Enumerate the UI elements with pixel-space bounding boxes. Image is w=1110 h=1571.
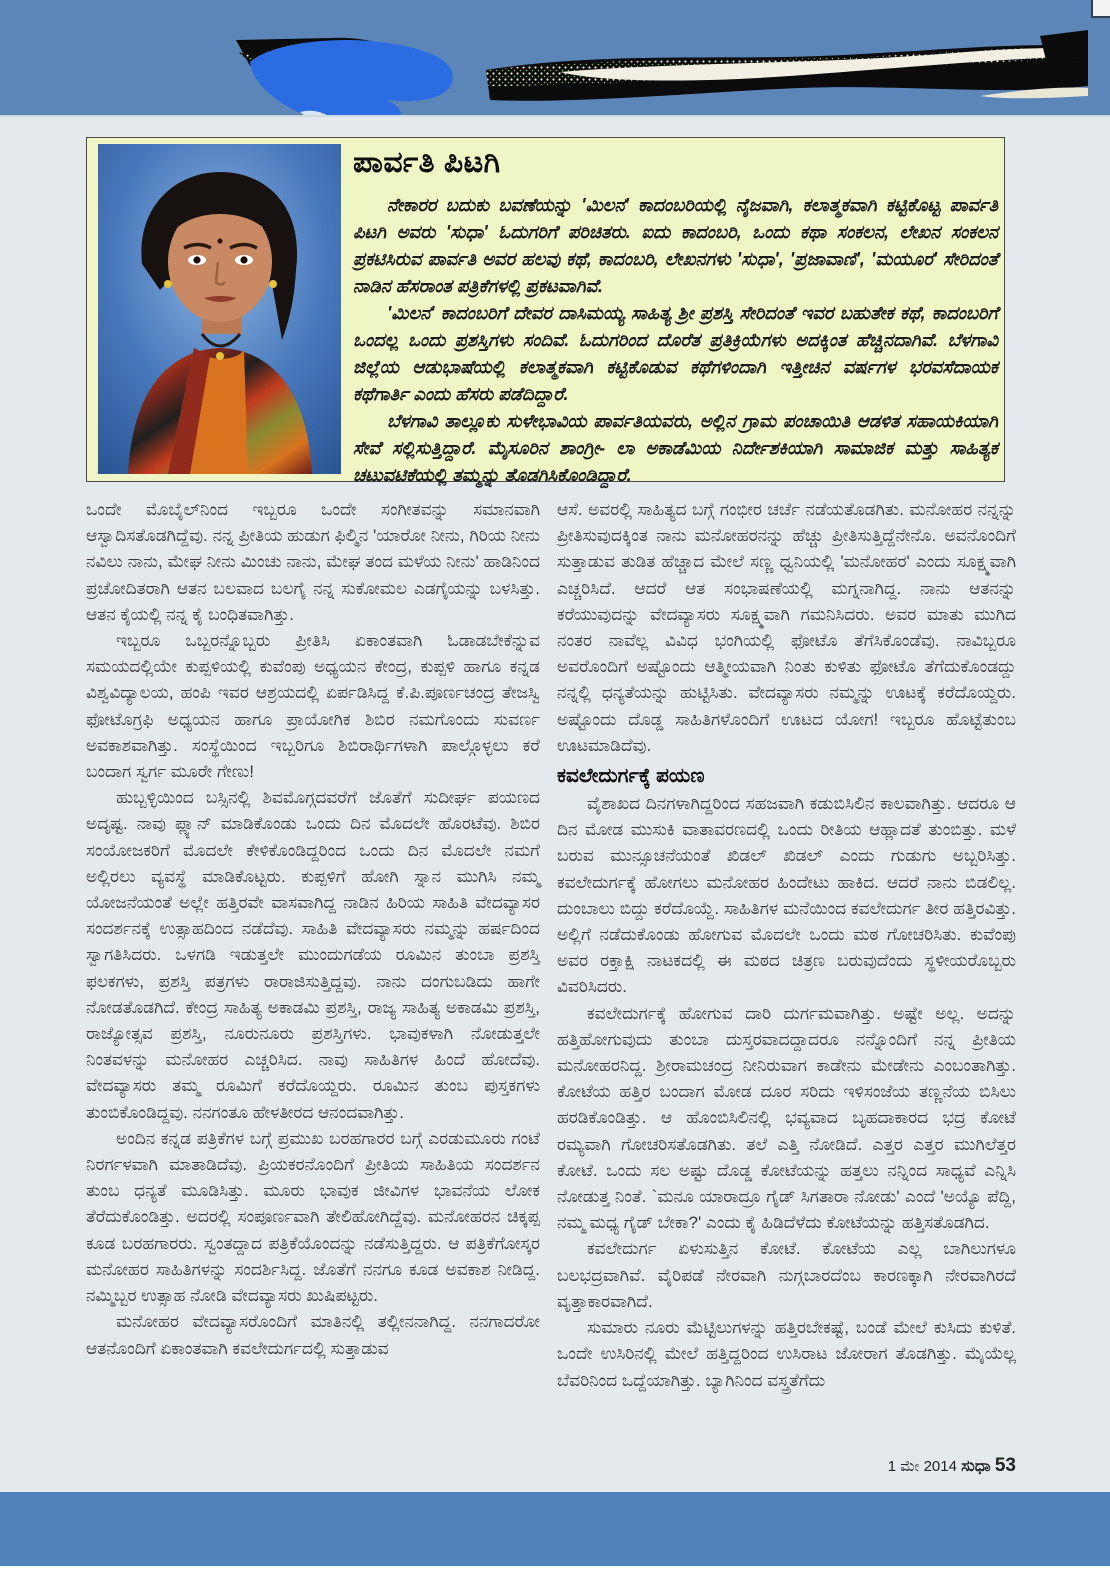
author-name-title: ಪಾರ್ವತಿ ಪಿಟಗಿ	[353, 146, 501, 179]
magazine-name: ಸುಧಾ	[961, 1458, 991, 1475]
article-column-right	[557, 497, 1016, 1394]
article-paragraph: ಅಂದಿನ ಕನ್ನಡ ಪತ್ರಿಕೆಗಳ ಬಗ್ಗೆ ಪ್ರಮುಖ ಬರಹಗಾರರ ಬಗ್ಗೆ ಎರಡುಮೂರು ಗಂಟೆ ನಿರರ್ಗಳವಾಗಿ ಮಾತಾಡಿದೆವು. ಪ್ರಿಯಕರನೊಂದಿಗೆ ಪ್ರೀತಿಯ ಸಾಹಿತಿಯ ಸಂದರ್ಶನ ತುಂಬ ಧನ್ಯತೆ ಮೂಡಿಸಿತ್ತು. ಮೂರು ಭಾವುಕ ಜೀವಿಗಳ ಭಾವನೆಯ ಲೋಕ ತೆರೆದುಕೊಂಡಿತ್ತು. ಅದರಲ್ಲಿ ಸಂಪೂರ್ಣವಾಗಿ ತೇಲಿಹೋಗಿದ್ದೆವು. ಮನೋಹರನ ಚಿಕ್ಕಪ್ಪ ಕೂಡ ಬರಹಗಾರರು. ಸ್ವಂತದ್ದಾದ ಪತ್ರಿಕೆಯೊಂದನ್ನು ನಡೆಸುತ್ತಿದ್ದರು. ಆ ಪತ್ರಿಕೆಗೋಸ್ಕರ ಮನೋಹರ ಸಾಹಿತಿಗಳನ್ನು ಸಂದರ್ಶಿಸಿದ್ದ. ಜೊತೆಗೆ ನನಗೂ ಕೂಡ ಅವಕಾಶ ನೀಡಿದ್ದ. ನಮ್ಮಿಬ್ಬರ ಉತ್ಸಾಹ ನೋಡಿ ವೇದವ್ಯಾಸರು ಖುಷಿಪಟ್ಟರು.	[86, 1128, 540, 1306]
article-paragraph: ಹುಬ್ಬಳ್ಳಿಯಿಂದ ಬಸ್ಸಿನಲ್ಲಿ ಶಿವಮೊಗ್ಗದವರೆಗೆ ಜೊತೆಗೆ ಸುದೀರ್ಘ ಪಯಣದ ಅದೃಷ್ಟ. ನಾವು ಪ್ಲ್ಯಾನ್ ಮಾಡಿಕೊಂಡು ಒಂದು ದಿನ ಮೊದಲೇ ಹೊರಟೆವು. ಶಿಬಿರ ಸಂಯೋಜಕರಿಗೆ ಮೊದಲೇ ಕೇಳಿಕೊಂಡಿದ್ದರಿಂದ ಒಂದು ದಿನ ಮೊದಲೇ ನಮಗೆ ಅಲ್ಲಿರಲು ವ್ಯವಸ್ಥೆ ಮಾಡಿಕೊಟ್ಟರು. ಕುಪ್ಪಳಿಗೆ ಹೋಗಿ ಸ್ನಾನ ಮುಗಿಸಿ ನಮ್ಮ ಯೋಜನೆಯಂತೆ ಅಲ್ಲೇ ಹತ್ತಿರವೇ ವಾಸವಾಗಿದ್ದ ನಾಡಿನ ಹಿರಿಯ ಸಾಹಿತಿ ವೇದವ್ಯಾಸರ ಸಂದರ್ಶನಕ್ಕೆ ಉತ್ಸಾಹದಿಂದ ನಡೆದೆವು. ಸಾಹಿತಿ ವೇದವ್ಯಾಸರು ನಮ್ಮನ್ನು ಹರ್ಷದಿಂದ ಸ್ವಾಗತಿಸಿದರು. ಒಳಗಡಿ ಇಡುತ್ತಲೇ ಮುಂದುಗಡೆಯ ರೂಮಿನ ತುಂಬಾ ಪ್ರಶಸ್ತಿ ಫಲಕಗಳು, ಪ್ರಶಸ್ತಿ ಪತ್ರಗಳು ರಾರಾಜಿಸುತ್ತಿದ್ದವು. ನಾನು ದಂಗುಬಡಿದು ಹಾಗೇ ನೋಡತೊಡಗಿದೆ. ಕೇಂದ್ರ ಸಾಹಿತ್ಯ ಅಕಾಡಮಿ ಪ್ರಶಸ್ತಿ, ರಾಜ್ಯ ಸಾಹಿತ್ಯ ಅಕಾಡಮಿ ಪ್ರಶಸ್ತಿ, ರಾಜ್ಯೋತ್ಸವ ಪ್ರಶಸ್ತಿ, ನೂರುನೂರು ಪ್ರಶಸ್ತಿಗಳು. ಭಾವುಕಳಾಗಿ ನೋಡುತ್ತಲೇ ನಿಂತವಳನ್ನು ಮನೋಹರ ಎಚ್ಚರಿಸಿದ. ನಾವು ಸಾಹಿತಿಗಳ ಹಿಂದೆ ಹೋದೆವು. ವೇದವ್ಯಾಸರು ತಮ್ಮ ರೂಮಿಗೆ ಕರೆದೊಯ್ದರು. ರೂಮಿನ ತುಂಬ ಪುಸ್ತಕಗಳು ತುಂಬಿಕೊಂಡಿದ್ದವು. ನನಗಂತೂ ಹೇಳತೀರದ ಆನಂದವಾಗಿತ್ತು.	[86, 788, 540, 1122]
article-paragraph: ಮನೋಹರ ವೇದವ್ಯಾಸರೊಂದಿಗೆ ಮಾತಿನಲ್ಲಿ ತಲ್ಲೀನನಾಗಿದ್ದ. ನನಗಾದರೋ ಆತನೊಂದಿಗೆ ಏಕಾಂತವಾಗಿ ಕವಲೇದುರ್ಗದಲ್ಲಿ ಸುತ್ತಾಡುವ	[86, 1312, 540, 1358]
page-bottom-edge	[0, 1566, 1110, 1571]
article-paragraph: ಕವಲೇದುರ್ಗಕ್ಕೆ ಹೋಗುವ ದಾರಿ ದುರ್ಗಮವಾಗಿತ್ತು. ಅಷ್ಟೇ ಅಲ್ಲ. ಅದನ್ನು ಹತ್ತಿಹೋಗುವುದು ತುಂಬಾ ದುಸ್ತರವಾದದ್ದಾದರೂ ನನ್ನೊಂದಿಗೆ ನನ್ನ ಪ್ರೀತಿಯ ಮನೋಹರನಿದ್ದ. ಶ್ರೀರಾಮಚಂದ್ರ ನೀನಿರುವಾಗ ಕಾಡೇನು ಮೇಡೇನು ಎಂಬಂತಾಗಿತ್ತು. ಕೋಟೆಯ ಹತ್ತಿರ ಬಂದಾಗ ಮೋಡ ದೂರ ಸರಿದು ಇಳಿಸಂಜೆಯ ತಣ್ಣನೆಯ ಬಿಸಿಲು ಹರಡಿಕೊಂಡಿತ್ತು. ಆ ಹೊಂಬಿಸಿಲಿನಲ್ಲಿ ಭವ್ಯವಾದ ಬೃಹದಾಕಾರದ ಭದ್ರ ಕೋಟೆ ರಮ್ಯವಾಗಿ ಗೋಚರಿಸತೊಡಗಿತು. ತಲೆ ಎತ್ತಿ ನೋಡಿದೆ. ಎತ್ತರ ಎತ್ತರ ಮುಗಿಲೆತ್ತರ ಕೋಟೆ. ಒಂದು ಸಲ ಅಷ್ಟು ದೊಡ್ಡ ಕೋಟೆಯನ್ನು ಹತ್ತಲು ನನ್ನಿಂದ ಸಾಧ್ಯವೆ ಎನ್ನಿಸಿ ನೋಡುತ್ತ ನಿಂತೆ. `ಮನೂ ಯಾರಾದ್ರೂ ಗೈಡ್ ಸಿಗತಾರಾ ನೋಡು' ಎಂದೆ 'ಅಯ್ಯೊ ಪೆದ್ದಿ, ನಮ್ಮ ಮಧ್ಯ ಗೈಡ್ ಬೇಕಾ?' ಎಂದು ಕೈ ಹಿಡಿದೆಳೆದು ಕೋಟೆಯನ್ನು ಹತ್ತಿಸತೊಡಗಿದ.	[557, 1003, 1016, 1233]
intro-paragraph: 'ಮಿಲನ' ಕಾದಂಬರಿಗೆ ದೇವರ ದಾಸಿಮಯ್ಯ ಸಾಹಿತ್ಯ ಶ್ರೀ ಪ್ರಶಸ್ತಿ ಸೇರಿದಂತೆ ಇವರ ಬಹುತೇಕ ಕಥೆ, ಕಾದಂಬರಿಗೆ ಒಂದಲ್ಲ ಒಂದು ಪ್ರಶಸ್ತಿಗಳು ಸಂದಿವೆ. ಓದುಗರಿಂದ ದೊರೆತ ಪ್ರತಿಕ್ರಿಯೆಗಳು ಅದಕ್ಕಿಂತ ಹೆಚ್ಚಿನದಾಗಿವೆ. ಬೆಳಗಾವಿ ಜಿಲ್ಲೆಯ ಆಡುಭಾಷೆಯಲ್ಲಿ ಕಲಾತ್ಮಕವಾಗಿ ಕಟ್ಟಿಕೊಡುವ ಕಥೆಗಳಿಂದಾಗಿ ಇತ್ತೀಚಿನ ವರ್ಷಗಳ ಭರವಸೆದಾಯಕ ಕಥೆಗಾರ್ತಿ ಎಂದು ಹೆಸರು ಪಡೆದಿದ್ದಾರೆ.	[353, 303, 998, 404]
footer-date: 1 ಮೇ 2014	[887, 1458, 957, 1475]
header-swoosh-graphic	[0, 0, 1110, 117]
section-subheading: ಕವಲೇದುರ್ಗಕ್ಕೆ ಪಯಣ	[557, 765, 705, 788]
article-column-left	[86, 497, 540, 1362]
article-paragraph: ವೈಶಾಖದ ದಿನಗಳಾಗಿದ್ದರಿಂದ ಸಹಜವಾಗಿ ಕಡುಬಿಸಿಲಿನ ಕಾಲವಾಗಿತ್ತು. ಆದರೂ ಆ ದಿನ ಮೋಡ ಮುಸುಕಿ ವಾತಾವರಣದಲ್ಲಿ ಒಂದು ರೀತಿಯ ಆಹ್ಲಾದತೆ ತುಂಬಿತ್ತು. ಮಳೆ ಬರುವ ಮುನ್ಸೂಚನೆಯಂತೆ ಖಿಡಲ್ ಖಿಡಲ್ ಎಂದು ಗುಡುಗು ಅಬ್ಬರಿಸಿತ್ತು. ಕವಲೇದುರ್ಗಕ್ಕೆ ಹೋಗಲು ಮನೋಹರ ಹಿಂದೇಟು ಹಾಕಿದ. ಆದರೆ ನಾನು ಬಿಡಲಿಲ್ಲ. ದುಂಬಾಲು ಬಿದ್ದು ಕರೆದೊಯ್ದೆ. ಸಾಹಿತಿಗಳ ಮನೆಯಿಂದ ಕವಲೇದುರ್ಗ ತೀರ ಹತ್ತಿರವಿತ್ತು. ಅಲ್ಲಿಗೆ ನಡೆದುಕೊಂಡು ಹೋಗುವ ಮೊದಲೇ ಒಂದು ಮಠ ಗೋಚರಿಸಿತು. ಕುವೆಂಪು ಅವರ ರಕ್ತಾಕ್ಷಿ ನಾಟಕದಲ್ಲಿ ಈ ಮಠದ ಚಿತ್ರಣ ಬರುವುದೆಂದು ಸ್ಥಳೀಯರೊಬ್ಬರು ವಿವರಿಸಿದರು.	[557, 794, 1016, 997]
page-number: 53	[994, 1455, 1016, 1476]
article-paragraph: ಇಬ್ಬರೂ ಒಬ್ಬರನ್ನೊಬ್ಬರು ಪ್ರೀತಿಸಿ ಏಕಾಂತವಾಗಿ ಓಡಾಡಬೇಕೆನ್ನುವ ಸಮಯದಲ್ಲಿಯೇ ಕುಪ್ಪಳಿಯಲ್ಲಿ ಕುವೆಂಪು ಅಧ್ಯಯನ ಕೇಂದ್ರ, ಕುಪ್ಪಳಿ ಹಾಗೂ ಕನ್ನಡ ವಿಶ್ವವಿದ್ಯಾಲಯ, ಹಂಪಿ ಇವರ ಆಶ್ರಯದಲ್ಲಿ ಏರ್ಪಡಿಸಿದ್ದ ಕೆ.ಪಿ.ಪೂರ್ಣಚಂದ್ರ ತೇಜಸ್ವಿ ಫೋಟೊಗ್ರಫಿ ಅಧ್ಯಯನ ಹಾಗೂ ಪ್ರಾಯೋಗಿಕ ಶಿಬಿರ ನಮಗೊಂದು ಸುವರ್ಣ ಅವಕಾಶವಾಗಿತ್ತು. ಸಂಸ್ಥೆಯಿಂದ ಇಬ್ಬರಿಗೂ ಶಿಬಿರಾರ್ಥಿಗಳಾಗಿ ಪಾಲ್ಗೊಳ್ಳಲು ಕರೆ ಬಂದಾಗ ಸ್ವರ್ಗ ಮೂರೇ ಗೇಣು!	[86, 631, 540, 782]
author-photo	[98, 144, 341, 474]
author-profile-box	[86, 137, 1005, 485]
article-paragraph: ಆಸೆ. ಅವರಲ್ಲಿ ಸಾಹಿತ್ಯದ ಬಗ್ಗೆ ಗಂಭೀರ ಚರ್ಚೆ ನಡೆಯತೊಡಗಿತು. ಮನೋಹರ ನನ್ನನ್ನು ಪ್ರೀತಿಸುವುದಕ್ಕಿಂತ ನಾನು ಮನೋಹರನನ್ನು ಹೆಚ್ಚು ಪ್ರೀತಿಸುತ್ತಿದ್ದೆನೇನೊ. ಅವನೊಂದಿಗೆ ಸುತ್ತಾಡುವ ತುಡಿತ ಹೆಚ್ಚಾದ ಮೇಲೆ ಸಣ್ಣ ಧ್ವನಿಯಲ್ಲಿ 'ಮನೋಹರ' ಎಂದು ಸೂಕ್ಷ್ಮವಾಗಿ ಎಚ್ಚರಿಸಿದೆ. ಆದರೆ ಆತ ಸಂಭಾಷಣೆಯಲ್ಲಿ ಮಗ್ನನಾಗಿದ್ದ. ನಾನು ಆತನನ್ನು ಕರೆಯುವುದನ್ನು ವೇದವ್ಯಾಸರು ಸೂಕ್ಷ್ಮವಾಗಿ ಗಮನಿಸಿದರು. ಅವರ ಮಾತು ಮುಗಿದ ನಂತರ ನಾವೆಲ್ಲ ವಿವಿಧ ಭಂಗಿಯಲ್ಲಿ ಫೋಟೊ ತೆಗೆಸಿಕೊಂಡೆವು. ನಾವಿಬ್ಬರೂ ಅವರೊಂದಿಗೆ ಅಷ್ಟೊಂದು ಆತ್ಮೀಯವಾಗಿ ನಿಂತು ಕುಳಿತು ಫೋಟೊ ತೆಗೆದುಕೊಂಡದ್ದು ನನ್ನಲ್ಲಿ ಧನ್ಯತೆಯನ್ನು ಹುಟ್ಟಿಸಿತು. ವೇದವ್ಯಾಸರು ನಮ್ಮನ್ನು ಊಟಕ್ಕೆ ಕರೆದೊಯ್ದರು. ಅಷ್ಟೊಂದು ದೊಡ್ಡ ಸಾಹಿತಿಗಳೊಂದಿಗೆ ಊಟದ ಯೋಗ! ಇಬ್ಬರೂ ಹೊಟ್ಟೆತುಂಬ ಊಟಮಾಡಿದೆವು.	[557, 500, 1016, 755]
author-profile-text	[353, 146, 998, 489]
article-paragraph: ಒಂದೇ ಮೊಬೈಲ್‌ನಿಂದ ಇಬ್ಬರೂ ಒಂದೇ ಸಂಗೀತವನ್ನು ಸಮಾನವಾಗಿ ಆಸ್ವಾದಿಸತೊಡಗಿದ್ದೆವು. ನನ್ನ ಪ್ರೀತಿಯ ಹುಡುಗ ಫಿಲ್ಮಿನ 'ಯಾರೋ ನೀನು, ಗಿರಿಯ ನೀನು ನವಿಲು ನಾನು, ಮೇಘ ನೀನು ಮಿಂಚು ನಾನು, ಮೇಘ ತಂದ ಮಳೆಯ ನೀನು' ಹಾಡಿನಿಂದ ಪ್ರಚೋದಿತರಾಗಿ ಆತನ ಬಲವಾದ ಬಲಗೈ ನನ್ನ ಸುಕೋಮಲ ಎಡಗೈಯನ್ನು ಬಳಸಿತ್ತು. ಆತನ ಕೈಯಲ್ಲಿ ನನ್ನ ಕೈ ಬಂಧಿತವಾಗಿತ್ತು.	[86, 500, 540, 624]
article-paragraph: ಸುಮಾರು ನೂರು ಮೆಟ್ಟಿಲುಗಳನ್ನು ಹತ್ತಿರಬೇಕಷ್ಟೆ, ಬಂಡೆ ಮೇಲೆ ಕುಸಿದು ಕುಳಿತೆ. ಒಂದೇ ಉಸಿರಿನಲ್ಲಿ ಮೇಲೆ ಹತ್ತಿದ್ದರಿಂದ ಉಸಿರಾಟ ಜೋರಾಗ ತೊಡಗಿತ್ತು. ಮೈಯೆಲ್ಲ ಬೆವರಿನಿಂದ ಒದ್ದೆಯಾಗಿತ್ತು. ಬ್ಯಾಗಿನಿಂದ ವಸ್ತ್ರತೆಗೆದು	[557, 1318, 1016, 1390]
page-footer	[557, 1455, 1016, 1477]
footer-band	[0, 1492, 1110, 1566]
article-paragraph: ಕವಲೇದುರ್ಗ ಏಳುಸುತ್ತಿನ ಕೋಟೆ. ಕೋಟೆಯ ಎಲ್ಲ ಬಾಗಿಲುಗಳೂ ಬಲಭದ್ರವಾಗಿವೆ. ವೈರಿಪಡೆ ನೇರವಾಗಿ ನುಗ್ಗಬಾರದೆಂಬ ಕಾರಣಕ್ಕಾಗಿ ನೇರವಾಗಿರದೆ ವೃತ್ತಾಕಾರವಾಗಿದೆ.	[557, 1239, 1016, 1311]
intro-paragraph: ನೇಕಾರರ ಬದುಕು ಬವಣೆಯನ್ನು 'ಮಿಲನ' ಕಾದಂಬರಿಯಲ್ಲಿ ನೈಜವಾಗಿ, ಕಲಾತ್ಮಕವಾಗಿ ಕಟ್ಟಿಕೊಟ್ಟ ಪಾರ್ವತಿ ಪಿಟಗಿ ಅವರು 'ಸುಧಾ' ಓದುಗರಿಗೆ ಪರಿಚಿತರು. ಐದು ಕಾದಂಬರಿ, ಒಂದು ಕಥಾ ಸಂಕಲನ, ಲೇಖನ ಸಂಕಲನ ಪ್ರಕಟಿಸಿರುವ ಪಾರ್ವತಿ ಅವರ ಹಲವು ಕಥೆ, ಕಾದಂಬರಿ, ಲೇಖನಗಳು 'ಸುಧಾ', 'ಪ್ರಜಾವಾಣಿ', 'ಮಯೂರ' ಸೇರಿದಂತೆ ನಾಡಿನ ಹೆಸರಾಂತ ಪತ್ರಿಕೆಗಳಲ್ಲಿ ಪ್ರಕಟವಾಗಿವೆ.	[353, 195, 998, 296]
intro-paragraph: ಬೆಳಗಾವಿ ತಾಲ್ಲೂಕು ಸುಳೇಭಾವಿಯ ಪಾರ್ವತಿಯವರು, ಅಲ್ಲಿನ ಗ್ರಾಮ ಪಂಚಾಯಿತಿ ಆಡಳಿತ ಸಹಾಯಕಿಯಾಗಿ ಸೇವೆ ಸಲ್ಲಿಸುತ್ತಿದ್ದಾರೆ. ಮೈಸೂರಿನ ಶಾಂಗ್ರೀ- ಲಾ ಅಕಾಡೆಮಿಯ ನಿರ್ದೇಶಕಿಯಾಗಿ ಸಾಮಾಜಿಕ ಮತ್ತು ಸಾಹಿತ್ಯಕ ಚಟುವಟಿಕೆಯಲ್ಲಿ ತಮ್ಮನ್ನು ತೊಡಗಿಸಿಕೊಂಡಿದ್ದಾರೆ.	[353, 411, 998, 485]
header-band	[0, 0, 1110, 117]
corner-mark	[1091, 0, 1110, 18]
author-portrait-illustration	[98, 144, 341, 474]
